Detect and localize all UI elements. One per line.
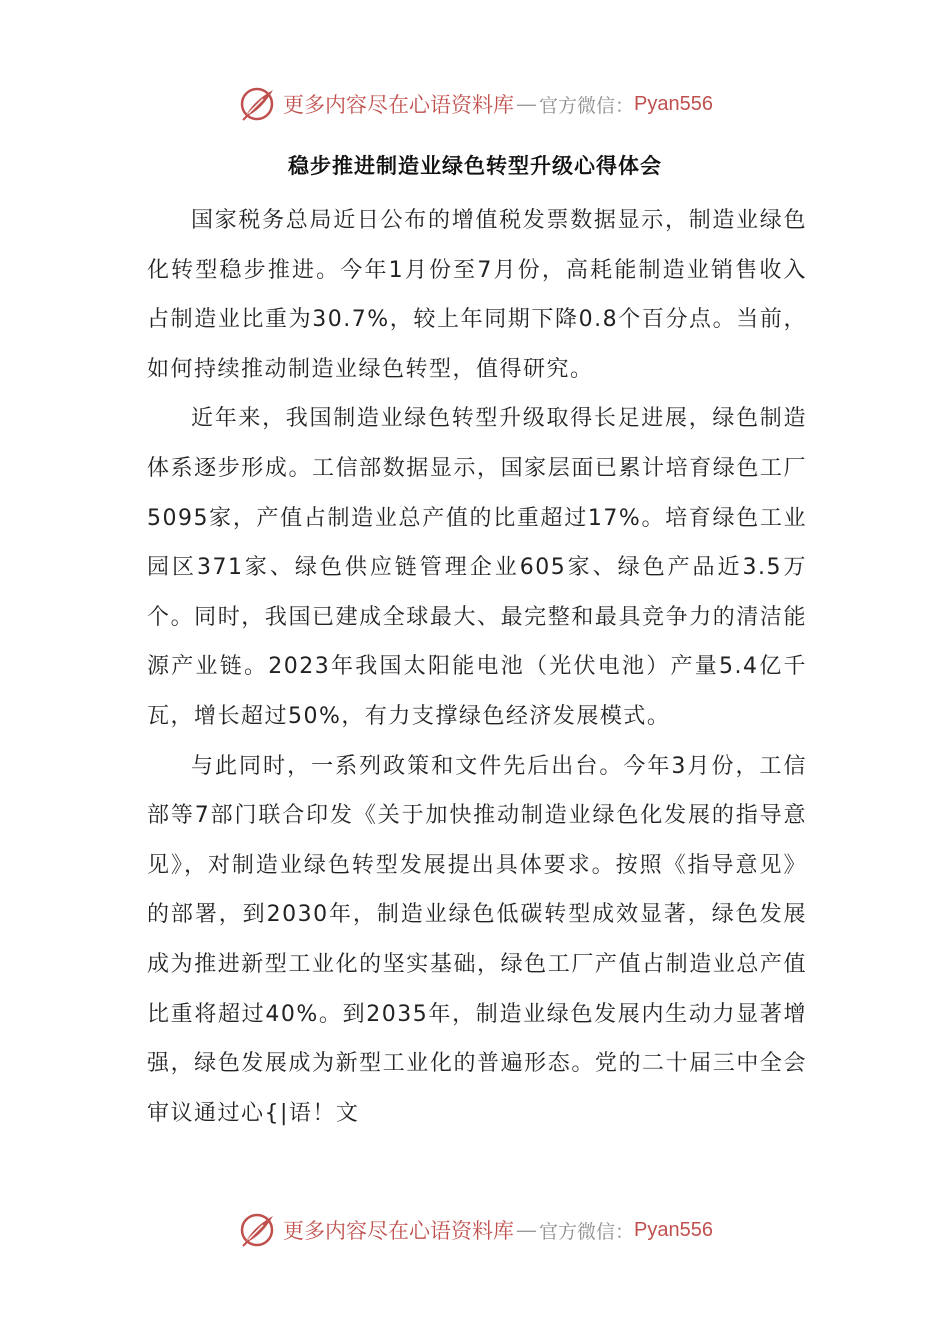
paragraph-1: 国家税务总局近日公布的增值税发票数据显示，制造业绿色化转型稳步推进。今年1月份至7月份，高耗能制造业销售收入占制造业比重为30.7%，较上年同期下降0.8个百分点。当前，如何持续推动制造业绿色转型，值得研究。 [147, 208, 807, 382]
quill-logo-icon [237, 1210, 277, 1250]
banner-official-label: 官方微信： [539, 94, 635, 117]
footer-watermark-banner [0, 1208, 950, 1252]
banner-official-label: 官方微信： [539, 1220, 635, 1243]
banner-dash: — [516, 1218, 537, 1242]
banner-library-text: 更多内容尽在心语资料库 [283, 93, 514, 117]
paragraph-3: 与此同时，一系列政策和文件先后出台。今年3月份，工信部等7部门联合印发《关于加快推动制造业绿色化发展的指导意见》，对制造业绿色转型发展提出具体要求。按照《指导意见》的部署，到2030年，制造业绿色低碳转型成效显著，绿色发展成为推进新型工业化的坚实基础，绿色工厂产值占制造业总产值比重将超过40%。到2035年，制造业绿色发展内生动力显著增强，绿色发展成为新型工业化的普遍形态。党的二十届三中全会审议通过心{|语！文 [147, 753, 807, 1126]
banner-dash: — [516, 92, 537, 116]
document-body [147, 196, 807, 1138]
quill-logo-icon [237, 84, 277, 124]
document-title: 稳步推进制造业绿色转型升级心得体会 [288, 154, 662, 178]
header-watermark-banner [0, 82, 950, 126]
paragraph-2: 近年来，我国制造业绿色转型升级取得长足进展，绿色制造体系逐步形成。工信部数据显示，国家层面已累计培育绿色工厂5095家，产值占制造业总产值的比重超过17%。培育绿色工业园区371家、绿色供应链管理企业605家、绿色产品近3.5万个。同时，我国已建成全球最大、最完整和最具竞争力的清洁能源产业链。2023年我国太阳能电池（光伏电池）产量5.4亿千瓦，增长超过50%，有力支撑绿色经济发展模式。 [147, 406, 807, 729]
banner-library-text: 更多内容尽在心语资料库 [283, 1219, 514, 1243]
banner-wechat-id: Pyan556 [634, 92, 713, 115]
banner-wechat-id: Pyan556 [634, 1218, 713, 1241]
